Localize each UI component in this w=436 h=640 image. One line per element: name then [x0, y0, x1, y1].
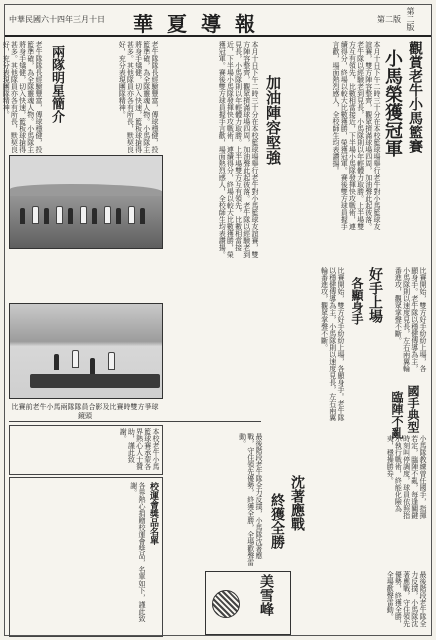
publication-title: 華夏導報	[133, 12, 269, 36]
ad-box	[205, 571, 291, 635]
final-article-body: 最後階段老牛隊全力反撲，小馬隊沈著應戰，守住領先優勢，終獲全勝，全場歡聲雷動。	[238, 433, 263, 566]
donors-title: 校運會獎品名單	[148, 482, 158, 545]
main-headline: 小馬榮獲冠軍	[382, 49, 403, 157]
coach-subhead: 臨陣不亂	[390, 391, 404, 439]
final-subhead: 終獲全勝	[269, 493, 285, 549]
brand-logo-icon	[212, 590, 240, 618]
main-article-body: 本月十日下午二時三十分在本校籃球場舉行老牛對小馬籃球友誼賽，雙方陣容整齊，觀眾擠滿球場四周，加油聲此起彼落。老牛隊以經驗老到見長，小馬隊則以年輕體力取勝。上半場雙方互有領先，比數相當接近，下半場小馬隊發揮快攻戰術，連續得分，終場以較大比數獲勝，榮獲冠軍。賽後雙方球員握手言歡，場面熱烈感人，全校師生均表讚揚。	[331, 41, 381, 230]
game-action-photo	[9, 303, 163, 399]
photo-caption: 比賽前老牛小馬兩隊隊員合影及比賽時雙方爭球鏡頭	[11, 403, 159, 420]
players-headline: 兩隊明星簡介	[49, 45, 64, 123]
issue-label: 第二版	[377, 15, 401, 24]
main-kicker: 觀賞老牛小馬籃賽	[407, 41, 423, 153]
players-article-body: 老牛隊隊長經驗豐富，傳球穩健，投籃準確，為全隊靈魂人物。小馬隊主將身手矯健，切入快速，籃板球搶得甚多。其他隊員亦各有所長，默契良好，充分表現團隊精神。	[118, 41, 159, 153]
final-article-body-tail: 最後階段老牛隊全力反撲，小馬隊沈著應戰，守住領先優勢，終獲全勝，全場歡聲雷動。	[386, 571, 427, 627]
masthead	[5, 5, 431, 37]
right-article-body: 比賽開始，雙方好手紛紛上場，各顯身手。老牛隊以穩健傳導為主，小馬隊則以速度見長，左右兩翼輪番進攻，觀眾掌聲不斷。	[320, 267, 345, 421]
main-subhead: 加油陣容堅強	[264, 75, 282, 165]
right-article-body-cont: 比賽開始，雙方好手紛紛上場，各顯身手。老牛隊以穩健傳導為主，小馬隊則以速度見長，左右兩翼輪番進攻，觀眾掌聲不斷。	[394, 267, 427, 372]
newspaper-page	[4, 4, 432, 636]
ad-brand: 美雪峰	[258, 574, 274, 616]
right-subhead: 各顯身手	[350, 277, 364, 325]
final-headline: 沈著應戰	[289, 475, 305, 531]
donors-box	[9, 477, 163, 637]
players-article-body-cont: 老牛隊隊長經驗豐富，傳球穩健，投籃準確，為全隊靈魂人物。小馬隊主將身手矯健，切入快速，籃板球搶得甚多。其他隊員亦各有所長，默契良好，充分表現團隊精神。	[2, 41, 43, 153]
coach-headline: 國手典型	[406, 385, 420, 433]
right-headline: 好手上場	[367, 267, 383, 323]
main-article-body-cont: 本月十日下午二時三十分在本校籃球場舉行老牛對小馬籃球友誼賽，雙方陣容整齊，觀眾擠滿球場四周，加油聲此起彼落。老牛隊以經驗老到見長，小馬隊則以年輕體力取勝。上半場雙方互有領先，比數相當接近，下半場小馬隊發揮快攻戰術，連續得分，終場以較大比數獲勝，榮獲冠軍。賽後雙方球員握手言歡，場面熱烈感人，全校師生均表讚揚。	[218, 41, 259, 258]
coach-article-body: 小馬隊教練曾任國手，指揮若定，臨陣不亂，每逢關鍵時刻叫停調度，球員依照指示執行戰術，終能化險為夷，穩操勝券。	[386, 435, 427, 519]
sponsors-body: 本校老牛小馬籃球賽承蒙各界熱心人士贊助，謹此致謝。	[119, 428, 160, 470]
team-photo	[9, 155, 163, 249]
donors-body: 各界熱心捐贈校運會獎品，名單如下，謹此致謝。	[129, 482, 146, 622]
issue-date: 中華民國六十四年三月十日	[9, 15, 105, 24]
page-number: 第二版	[406, 7, 415, 31]
sponsors-box	[9, 425, 163, 475]
